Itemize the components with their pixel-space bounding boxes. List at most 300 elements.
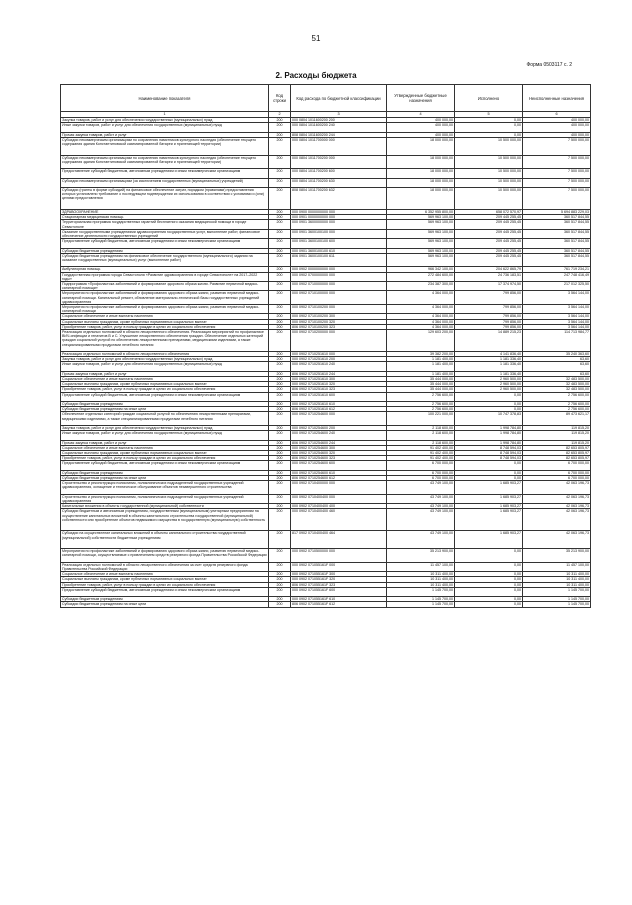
table-cell-executed: 209 445 255,45 bbox=[455, 239, 523, 248]
table-cell-kbk: 806 0902 071055161F 612 bbox=[291, 602, 387, 607]
table-cell-approved: 35 213 900,00 bbox=[387, 549, 455, 563]
table-cell-executed: 799 856,00 bbox=[455, 305, 523, 314]
table-cell-name: Иные закупки товаров, работ и услуг для обеспечения государственных (муниципальных) нужд bbox=[61, 362, 269, 371]
table-cell-executed: 8 748 594,03 bbox=[455, 456, 523, 461]
column-number: 1 bbox=[61, 112, 269, 118]
table-row bbox=[61, 357, 591, 362]
table-cell-approved: 272 484 600,00 bbox=[387, 272, 455, 281]
table-cell-name: Строительство и реконструкция поликлиник, поликлинических подразделений государственных учреждений здравоохранения, оснащение и техническое обслуживание объектов незавершенного строительства bbox=[61, 481, 269, 495]
column-header-remaining: Неисполненные назначения bbox=[523, 85, 591, 112]
table-row bbox=[61, 392, 591, 401]
table-cell-remaining: 7 500 000,00 bbox=[523, 155, 591, 169]
table-cell-executed: 0,00 bbox=[455, 602, 523, 607]
table-cell-executed: 0,00 bbox=[455, 392, 523, 401]
table-cell-kbk: 806 0902 0710254600 244 bbox=[291, 440, 387, 445]
table-cell-name: Прочая закупка товаров, работ и услуг bbox=[61, 371, 269, 376]
table-cell-name: Приобретение товаров, работ, услуг в пользу граждан в целях их социального обеспечения bbox=[61, 582, 269, 587]
table-cell-name: Субсидии некоммерческим организациям (за исключением государственных (муниципальных) учреждений) bbox=[61, 178, 269, 187]
table-cell-remaining: 6 700 000,00 bbox=[523, 470, 591, 475]
table-cell-remaining: 82 653 805,97 bbox=[523, 445, 591, 450]
table-cell-approved: 91 402 400,00 bbox=[387, 451, 455, 456]
column-header-name: Наименование показателя bbox=[61, 85, 269, 112]
table-cell-executed: 0,00 bbox=[455, 572, 523, 577]
table-cell-kbk: 000 0902 071055161F 600 bbox=[291, 587, 387, 596]
table-cell-code: 200 bbox=[269, 118, 291, 123]
table-cell-remaining: 3 564 144,00 bbox=[523, 314, 591, 319]
table-cell-approved: 18 000 000,00 bbox=[387, 178, 455, 187]
table-cell-code: 200 bbox=[269, 155, 291, 169]
table-cell-code: 200 bbox=[269, 330, 291, 352]
table-cell-name: Приобретение товаров, работ, услуг в пользу граждан в целях их социального обеспечения bbox=[61, 387, 269, 392]
table-cell-remaining: 761 719 234,21 bbox=[523, 267, 591, 272]
table-cell-code: 200 bbox=[269, 445, 291, 450]
table-cell-executed: 24 736 183,51 bbox=[455, 272, 523, 281]
table-cell-remaining: 6 700 000,00 bbox=[523, 476, 591, 481]
table-cell-kbk: 808 0804 1011600200 244 bbox=[291, 132, 387, 137]
table-cell-approved: 2 118 600,00 bbox=[387, 426, 455, 431]
table-cell-kbk: 000 0900 0000000000 000 bbox=[291, 209, 387, 214]
table-cell-kbk: 000 0901 0000000000 000 bbox=[291, 215, 387, 220]
table-cell-kbk: 000 0902 0710400400 000 bbox=[291, 494, 387, 503]
table-cell-executed: 209 445 255,45 bbox=[455, 215, 523, 220]
table-cell-approved: 43 749 100,00 bbox=[387, 509, 455, 531]
table-cell-kbk: 806 0902 0710251610 612 bbox=[291, 407, 387, 412]
table-cell-name: Территориальная программа государственных гарантий бесплатного оказания медицинской помощи в городе Севастополе bbox=[61, 220, 269, 229]
table-cell-remaining: 114 713 984,77 bbox=[523, 330, 591, 352]
table-cell-code: 200 bbox=[269, 178, 291, 187]
table-cell-name: Социальное обеспечение и иные выплаты населению bbox=[61, 314, 269, 319]
table-cell-approved: 18 000 000,00 bbox=[387, 137, 455, 155]
table-cell-approved: 569 963 100,00 bbox=[387, 229, 455, 238]
table-cell-code: 200 bbox=[269, 239, 291, 248]
table-cell-remaining: 32 483 500,00 bbox=[523, 387, 591, 392]
table-cell-code: 200 bbox=[269, 357, 291, 362]
table-cell-name: Приобретение товаров, работ, услуг в пользу граждан в целях их социального обеспечения bbox=[61, 456, 269, 461]
table-cell-executed: 1 685 903,27 bbox=[455, 504, 523, 509]
table-cell-executed: 0,00 bbox=[455, 577, 523, 582]
table-cell-name: Подпрограмма «Профилактика заболеваний и формирование здорового образа жизни. Развитие первичной медико-санитарной помощи» bbox=[61, 281, 269, 290]
table-cell-remaining: 247 748 416,49 bbox=[523, 272, 591, 281]
table-cell-kbk: 000 0804 1011700200 000 bbox=[291, 155, 387, 169]
budget-expenses-table bbox=[60, 84, 591, 608]
table-cell-approved: 2 756 600,00 bbox=[387, 402, 455, 407]
table-cell-remaining: 1 145 700,00 bbox=[523, 597, 591, 602]
table-cell-name: Социальные выплаты гражданам, кроме публичных нормативных социальных выплат bbox=[61, 577, 269, 582]
table-cell-kbk: 000 0902 0710251610 240 bbox=[291, 362, 387, 371]
table-cell-approved: 18 000 000,00 bbox=[387, 169, 455, 178]
table-cell-remaining: 400 000,00 bbox=[523, 132, 591, 137]
table-cell-code: 200 bbox=[269, 577, 291, 582]
table-cell-remaining: 35 240 363,60 bbox=[523, 352, 591, 357]
table-cell-executed: 209 445 255,45 bbox=[455, 248, 523, 253]
table-cell-name: Стационарная медицинская помощь bbox=[61, 215, 269, 220]
table-row bbox=[61, 426, 591, 431]
table-cell-code: 200 bbox=[269, 531, 291, 549]
table-cell-kbk: 000 0804 1011600200 240 bbox=[291, 123, 387, 132]
table-row bbox=[61, 178, 591, 187]
table-row bbox=[61, 456, 591, 461]
table-cell-approved: 1 181 400,00 bbox=[387, 362, 455, 371]
table-cell-name: Субсидии бюджетным учреждениям bbox=[61, 470, 269, 475]
table-cell-executed: 0,00 bbox=[455, 118, 523, 123]
table-cell-executed: 0,00 bbox=[455, 470, 523, 475]
table-cell-name: Субсидии бюджетным и автономным учреждениям, государственным (муниципальным) унитарным предприятиям на осуществление капитальных вложений в объекты капитального строительства государственной (муниципальной) собственности или приобретение объектов недвижимого имущества в государственную (муниципальную) собственность bbox=[61, 509, 269, 531]
table-cell-code: 200 bbox=[269, 220, 291, 229]
table-cell-name: Субсидии (гранты в форме субсидий) на финансовое обеспечение затрат, порядком (правилами) предоставления которых установлено требование о последующем подтверждении их использования в соответствии с условиями и (или) целями предоставления bbox=[61, 187, 269, 209]
table-cell-code: 200 bbox=[269, 132, 291, 137]
table-cell-kbk: 000 0902 0710254600 300 bbox=[291, 445, 387, 450]
table-cell-approved: 6 700 000,00 bbox=[387, 461, 455, 470]
table-cell-approved: 43 749 100,00 bbox=[387, 481, 455, 495]
table-cell-kbk: 000 0902 0710254600 600 bbox=[291, 461, 387, 470]
table-cell-name: Закупка товаров, работ и услуг для обеспечения государственных (муниципальных) нужд bbox=[61, 426, 269, 431]
table-cell-code: 200 bbox=[269, 426, 291, 431]
table-cell-code: 200 bbox=[269, 137, 291, 155]
table-cell-approved: 18 000 000,00 bbox=[387, 187, 455, 209]
table-cell-approved: 400 000,00 bbox=[387, 123, 455, 132]
column-number: 3 bbox=[291, 112, 387, 118]
table-row bbox=[61, 494, 591, 503]
column-header-code: Код строки bbox=[269, 85, 291, 112]
table-cell-approved: 129 603 200,00 bbox=[387, 330, 455, 352]
table-cell-code: 200 bbox=[269, 272, 291, 281]
table-cell-executed: 0,00 bbox=[455, 562, 523, 571]
table-cell-executed: 8 748 594,03 bbox=[455, 451, 523, 456]
table-row bbox=[61, 291, 591, 305]
table-cell-approved: 11 457 100,00 bbox=[387, 562, 455, 571]
table-cell-code: 200 bbox=[269, 319, 291, 324]
table-cell-approved: 966 342 100,00 bbox=[387, 267, 455, 272]
table-cell-remaining: 7 500 000,00 bbox=[523, 137, 591, 155]
table-cell-name: Строительство и реконструкция поликлиник, поликлинических подразделений государственных учреждений здравоохранения bbox=[61, 494, 269, 503]
table-cell-approved: 1 181 400,00 bbox=[387, 371, 455, 376]
table-row bbox=[61, 377, 591, 382]
table-cell-name: Социальные выплаты гражданам, кроме публичных нормативных социальных выплат bbox=[61, 319, 269, 324]
table-cell-code: 200 bbox=[269, 352, 291, 357]
table-cell-name: Прочая закупка товаров, работ и услуг bbox=[61, 132, 269, 137]
column-number: 6 bbox=[523, 112, 591, 118]
table-cell-kbk: 000 0902 0710000000 000 bbox=[291, 281, 387, 290]
table-cell-kbk: 806 0902 071055161F 323 bbox=[291, 582, 387, 587]
table-cell-remaining: 63,60 bbox=[523, 357, 591, 362]
table-cell-remaining: 3 564 144,00 bbox=[523, 305, 591, 314]
table-cell-remaining: 400 000,00 bbox=[523, 123, 591, 132]
table-cell-remaining: 400 000,00 bbox=[523, 118, 591, 123]
table-cell-code: 200 bbox=[269, 602, 291, 607]
table-cell-remaining: 10 311 400,00 bbox=[523, 572, 591, 577]
table-cell-name: Реализация отдельных полномочий в области лекарственного обеспечения bbox=[61, 352, 269, 357]
table-cell-name: Субсидии бюджетным учреждениям на иные цели bbox=[61, 476, 269, 481]
table-cell-kbk: 806 0902 0710254600 323 bbox=[291, 456, 387, 461]
table-cell-approved: 1 145 700,00 bbox=[387, 587, 455, 596]
table-cell-code: 200 bbox=[269, 481, 291, 495]
table-cell-executed: 0,00 bbox=[455, 597, 523, 602]
table-cell-name: Закупка товаров, работ и услуг для обеспечения государственных (муниципальных) нужд bbox=[61, 118, 269, 123]
table-cell-code: 200 bbox=[269, 209, 291, 214]
table-cell-name: Приобретение товаров, работ, услуг в пользу граждан в целях их социального обеспечения bbox=[61, 324, 269, 329]
table-cell-code: 200 bbox=[269, 451, 291, 456]
table-cell-approved: 4 364 000,00 bbox=[387, 305, 455, 314]
table-cell-kbk: 000 0902 0710100200 000 bbox=[291, 305, 387, 314]
table-cell-remaining: 63,60 bbox=[523, 362, 591, 371]
table-row bbox=[61, 387, 591, 392]
table-cell-kbk: 000 0902 0710400000 000 bbox=[291, 481, 387, 495]
table-cell-remaining: 3 564 144,00 bbox=[523, 324, 591, 329]
table-cell-kbk: 000 0902 0710400400 460 bbox=[291, 509, 387, 531]
table-cell-code: 200 bbox=[269, 456, 291, 461]
table-row bbox=[61, 504, 591, 509]
table-cell-remaining: 32 483 500,00 bbox=[523, 382, 591, 387]
table-cell-name: Иные закупки товаров, работ и услуг для обеспечения государственных (муниципальных) нужд bbox=[61, 431, 269, 440]
table-row bbox=[61, 319, 591, 324]
table-cell-approved: 91 402 400,00 bbox=[387, 445, 455, 450]
table-cell-kbk: 000 0902 0710254600 000 bbox=[291, 412, 387, 426]
table-cell-kbk: 806 0902 0710254600 612 bbox=[291, 476, 387, 481]
table-cell-code: 200 bbox=[269, 582, 291, 587]
table-cell-executed: 1 685 903,27 bbox=[455, 481, 523, 495]
table-cell-kbk: 000 0902 0710500000 000 bbox=[291, 549, 387, 563]
table-row bbox=[61, 531, 591, 549]
table-cell-name: Иные закупки товаров, работ и услуг для обеспечения государственных (муниципальных) нужд bbox=[61, 123, 269, 132]
table-cell-kbk: 000 0902 0710251610 610 bbox=[291, 402, 387, 407]
table-cell-approved: 2 756 600,00 bbox=[387, 407, 455, 412]
table-cell-name: Предоставление субсидий бюджетным, автономным учреждениям и иным некоммерческим организациям bbox=[61, 392, 269, 401]
table-cell-approved: 43 749 100,00 bbox=[387, 494, 455, 503]
table-cell-executed: 799 856,00 bbox=[455, 291, 523, 305]
table-cell-kbk: 000 0901 3600100100 600 bbox=[291, 239, 387, 248]
table-cell-name: Государственная программа города Севастополя «Развитие здравоохранения в городе Севастополе» на 2017–2022 годы» bbox=[61, 272, 269, 281]
table-row bbox=[61, 509, 591, 531]
table-cell-remaining: 119 815,20 bbox=[523, 426, 591, 431]
table-cell-executed: 10 500 000,00 bbox=[455, 187, 523, 209]
table-cell-remaining: 89 473 621,17 bbox=[523, 412, 591, 426]
table-cell-remaining: 7 500 000,00 bbox=[523, 169, 591, 178]
table-cell-approved: 4 364 000,00 bbox=[387, 319, 455, 324]
table-cell-kbk: 000 0902 0710251610 320 bbox=[291, 382, 387, 387]
table-cell-executed: 4 141 836,40 bbox=[455, 352, 523, 357]
table-cell-executed: 1 998 784,80 bbox=[455, 440, 523, 445]
table-cell-approved: 10 311 400,00 bbox=[387, 577, 455, 582]
table-cell-kbk: 806 0901 3600100100 611 bbox=[291, 253, 387, 267]
table-cell-kbk: 000 0804 1011700000 000 bbox=[291, 137, 387, 155]
table-row bbox=[61, 187, 591, 209]
table-cell-executed: 799 856,00 bbox=[455, 319, 523, 324]
table-cell-code: 200 bbox=[269, 440, 291, 445]
table-row bbox=[61, 461, 591, 470]
table-cell-code: 200 bbox=[269, 253, 291, 267]
table-cell-kbk: 000 0804 1011600200 200 bbox=[291, 118, 387, 123]
table-cell-remaining: 32 483 500,00 bbox=[523, 377, 591, 382]
table-row bbox=[61, 481, 591, 495]
table-cell-kbk: 000 0902 0710254600 200 bbox=[291, 426, 387, 431]
table-cell-name: Субсидии некоммерческим организациям по сохранению памятников культурного наследия (обеспечение текущего содержания здания Константиновской казематированной батареи и прилегающей территории) bbox=[61, 137, 269, 155]
table-cell-name: Мероприятия по профилактике заболеваний и формированию здорового образа жизни, развитию первичной медико-санитарной помощи bbox=[61, 305, 269, 314]
table-row bbox=[61, 362, 591, 371]
table-cell-kbk: 808 0804 1011700200 632 bbox=[291, 187, 387, 209]
table-cell-name: Субсидии некоммерческим организациям по сохранению памятников культурного наследия (обеспечение текущего содержания здания Константиновской казематированной батареи и прилегающей территории) bbox=[61, 155, 269, 169]
table-cell-kbk: 000 0902 0710100200 320 bbox=[291, 319, 387, 324]
table-cell-code: 200 bbox=[269, 549, 291, 563]
table-cell-name: Реализация отдельных полномочий в области лекарственного обеспечения. Реализация мероприятий по профилактике ВИЧ-инфекции и гепатитов В и С. Улучшение лекарственного обеспечения граждан. Обеспечение отдельных категорий граждан социальной услугой по обеспечению лекарственными препаратами, медицинскими изделиями, а также специализированными продуктами лечебного питания bbox=[61, 330, 269, 352]
table-cell-approved: 1 145 700,00 bbox=[387, 602, 455, 607]
table-cell-name: Капитальные вложения в объекты государственной (муниципальной) собственности bbox=[61, 504, 269, 509]
table-cell-kbk: 000 0902 071055161F 320 bbox=[291, 577, 387, 582]
table-cell-executed: 204 622 865,79 bbox=[455, 267, 523, 272]
table-cell-kbk: 000 0902 0710200000 000 bbox=[291, 330, 387, 352]
table-cell-kbk: 806 0902 0710251610 323 bbox=[291, 387, 387, 392]
table-row bbox=[61, 382, 591, 387]
table-cell-approved: 91 402 400,00 bbox=[387, 456, 455, 461]
table-cell-name: Субсидии бюджетным учреждениям bbox=[61, 402, 269, 407]
table-cell-executed: 209 445 255,45 bbox=[455, 253, 523, 267]
table-cell-executed: 10 500 000,00 bbox=[455, 137, 523, 155]
table-cell-executed: 1 685 903,27 bbox=[455, 531, 523, 549]
table-cell-code: 200 bbox=[269, 476, 291, 481]
table-row bbox=[61, 169, 591, 178]
table-cell-code: 200 bbox=[269, 392, 291, 401]
table-cell-name: Социальные выплаты гражданам, кроме публичных нормативных социальных выплат bbox=[61, 451, 269, 456]
table-cell-name: Обеспечение отдельных категорий граждан социальной услугой по обеспечению лекарственными препаратами, медицинскими изделиями, а также специализированными продуктами лечебного питания bbox=[61, 412, 269, 426]
table-cell-kbk: 000 0902 0710254600 240 bbox=[291, 431, 387, 440]
table-cell-remaining: 42 063 196,73 bbox=[523, 481, 591, 495]
table-cell-code: 200 bbox=[269, 187, 291, 209]
table-cell-remaining: 82 653 805,97 bbox=[523, 456, 591, 461]
table-cell-remaining: 119 815,20 bbox=[523, 440, 591, 445]
table-cell-approved: 6 700 000,00 bbox=[387, 476, 455, 481]
table-cell-remaining: 360 517 844,55 bbox=[523, 220, 591, 229]
table-cell-approved: 4 364 000,00 bbox=[387, 314, 455, 319]
table-cell-executed: 1 181 336,40 bbox=[455, 357, 523, 362]
table-cell-code: 200 bbox=[269, 587, 291, 596]
table-cell-name: Субсидии бюджетным учреждениям bbox=[61, 248, 269, 253]
table-cell-approved: 569 963 100,00 bbox=[387, 220, 455, 229]
table-cell-name: Социальные выплаты гражданам, кроме публичных нормативных социальных выплат bbox=[61, 382, 269, 387]
table-cell-kbk: 000 0804 1011700200 630 bbox=[291, 178, 387, 187]
table-cell-approved: 2 118 600,00 bbox=[387, 431, 455, 440]
table-cell-name: Социальное обеспечение и иные выплаты населению bbox=[61, 572, 269, 577]
table-cell-executed: 0,00 bbox=[455, 549, 523, 563]
table-cell-name: Закупка товаров, работ и услуг для обеспечения государственных (муниципальных) нужд bbox=[61, 357, 269, 362]
table-row bbox=[61, 602, 591, 607]
column-number: 5 bbox=[455, 112, 523, 118]
table-cell-approved: 569 963 100,00 bbox=[387, 253, 455, 267]
table-cell-remaining: 42 063 196,73 bbox=[523, 494, 591, 503]
table-cell-approved: 569 963 100,00 bbox=[387, 239, 455, 248]
table-cell-remaining: 217 012 325,50 bbox=[523, 281, 591, 290]
table-cell-remaining: 3 564 144,00 bbox=[523, 291, 591, 305]
table-cell-code: 200 bbox=[269, 382, 291, 387]
table-cell-code: 200 bbox=[269, 267, 291, 272]
table-row bbox=[61, 324, 591, 329]
table-cell-code: 200 bbox=[269, 314, 291, 319]
table-cell-remaining: 10 311 400,00 bbox=[523, 582, 591, 587]
table-cell-remaining: 11 457 100,00 bbox=[523, 562, 591, 571]
table-cell-kbk: 000 0902 0710100200 300 bbox=[291, 314, 387, 319]
table-cell-remaining: 42 063 196,73 bbox=[523, 504, 591, 509]
table-cell-approved: 18 000 000,00 bbox=[387, 155, 455, 169]
table-cell-kbk: 000 0902 0710400400 400 bbox=[291, 504, 387, 509]
table-cell-executed: 8 748 594,03 bbox=[455, 445, 523, 450]
table-cell-kbk: 806 0902 0710100200 323 bbox=[291, 324, 387, 329]
table-cell-code: 200 bbox=[269, 572, 291, 577]
table-cell-executed: 799 856,00 bbox=[455, 324, 523, 329]
table-cell-executed: 10 747 378,83 bbox=[455, 412, 523, 426]
table-cell-kbk: 000 0902 0700000000 000 bbox=[291, 272, 387, 281]
table-row bbox=[61, 587, 591, 596]
table-row bbox=[61, 562, 591, 571]
table-cell-executed: 2 960 500,00 bbox=[455, 377, 523, 382]
table-cell-kbk: 000 0902 0710254600 320 bbox=[291, 451, 387, 456]
table-cell-executed: 209 445 255,45 bbox=[455, 229, 523, 238]
table-cell-code: 200 bbox=[269, 377, 291, 382]
table-row bbox=[61, 549, 591, 563]
form-note: Форма 0503117 с. 2 bbox=[526, 62, 572, 68]
table-cell-approved: 4 364 000,00 bbox=[387, 291, 455, 305]
table-row bbox=[61, 330, 591, 352]
table-cell-name: Мероприятия по профилактике заболеваний и формированию здорового образа жизни, развитию первичной медико-санитарной помощи. Капитальный ремонт, обновление материально-технической базы государственных учреждений здравоохранения bbox=[61, 291, 269, 305]
table-row bbox=[61, 451, 591, 456]
table-cell-name: Предоставление субсидий бюджетным, автономным учреждениям и иным некоммерческим организациям bbox=[61, 239, 269, 248]
table-cell-name: Предоставление субсидий бюджетным, автономным учреждениям и иным некоммерческим организациям bbox=[61, 587, 269, 596]
table-cell-remaining: 2 756 600,00 bbox=[523, 402, 591, 407]
table-cell-code: 200 bbox=[269, 371, 291, 376]
table-cell-remaining: 360 517 844,55 bbox=[523, 239, 591, 248]
table-cell-name: Прочая закупка товаров, работ и услуг bbox=[61, 440, 269, 445]
table-cell-kbk: 000 0902 0710251610 300 bbox=[291, 377, 387, 382]
table-row bbox=[61, 445, 591, 450]
table-cell-approved: 43 749 100,00 bbox=[387, 531, 455, 549]
table-row bbox=[61, 155, 591, 169]
table-cell-executed: 1 685 903,27 bbox=[455, 509, 523, 531]
table-row bbox=[61, 281, 591, 290]
table-cell-kbk: 000 0902 0710251610 200 bbox=[291, 357, 387, 362]
table-cell-executed: 10 500 000,00 bbox=[455, 169, 523, 178]
table-cell-kbk: 817 0902 0710400400 464 bbox=[291, 531, 387, 549]
table-row bbox=[61, 431, 591, 440]
table-cell-executed: 1 998 784,80 bbox=[455, 431, 523, 440]
table-row bbox=[61, 229, 591, 238]
table-cell-remaining: 63,60 bbox=[523, 371, 591, 376]
table-cell-code: 200 bbox=[269, 291, 291, 305]
table-cell-name: Мероприятия по профилактике заболеваний и формированию здорового образа жизни, развитию первичной медико-санитарной помощи, осуществляемые с привлечением средств резервного фонда Правительства Российской Федерации bbox=[61, 549, 269, 563]
table-cell-kbk: 000 0901 3600100100 000 bbox=[291, 229, 387, 238]
table-cell-kbk: 000 0902 0000000000 000 bbox=[291, 267, 387, 272]
table-cell-name: Субсидии на осуществление капитальных вложений в объекты капитального строительства государственной (муниципальной) собственности бюджетным учреждениям bbox=[61, 531, 269, 549]
table-cell-code: 200 bbox=[269, 562, 291, 571]
table-cell-executed: 0,00 bbox=[455, 587, 523, 596]
table-cell-kbk: 000 0902 071055161F 300 bbox=[291, 572, 387, 577]
table-cell-approved: 1 181 400,00 bbox=[387, 357, 455, 362]
table-cell-approved: 2 756 600,00 bbox=[387, 392, 455, 401]
table-cell-name: Реализация отдельных полномочий в области лекарственного обеспечения за счет средств резервного фонда Правительства Российской Федерации bbox=[61, 562, 269, 571]
table-cell-approved: 6 352 955 800,00 bbox=[387, 209, 455, 214]
table-cell-remaining: 360 517 844,55 bbox=[523, 229, 591, 238]
table-cell-executed: 1 181 336,40 bbox=[455, 371, 523, 376]
table-cell-remaining: 5 694 883 229,03 bbox=[523, 209, 591, 214]
table-cell-executed: 10 500 000,00 bbox=[455, 155, 523, 169]
table-cell-code: 200 bbox=[269, 504, 291, 509]
table-cell-approved: 400 000,00 bbox=[387, 118, 455, 123]
table-cell-executed: 1 998 784,80 bbox=[455, 426, 523, 431]
table-cell-remaining: 2 756 600,00 bbox=[523, 392, 591, 401]
table-cell-code: 200 bbox=[269, 362, 291, 371]
table-cell-kbk: 000 0902 0710251610 000 bbox=[291, 352, 387, 357]
table-cell-kbk: 000 0902 0710254600 610 bbox=[291, 470, 387, 475]
table-row bbox=[61, 352, 591, 357]
table-cell-code: 200 bbox=[269, 407, 291, 412]
table-cell-code: 200 bbox=[269, 324, 291, 329]
table-cell-approved: 100 221 000,00 bbox=[387, 412, 455, 426]
